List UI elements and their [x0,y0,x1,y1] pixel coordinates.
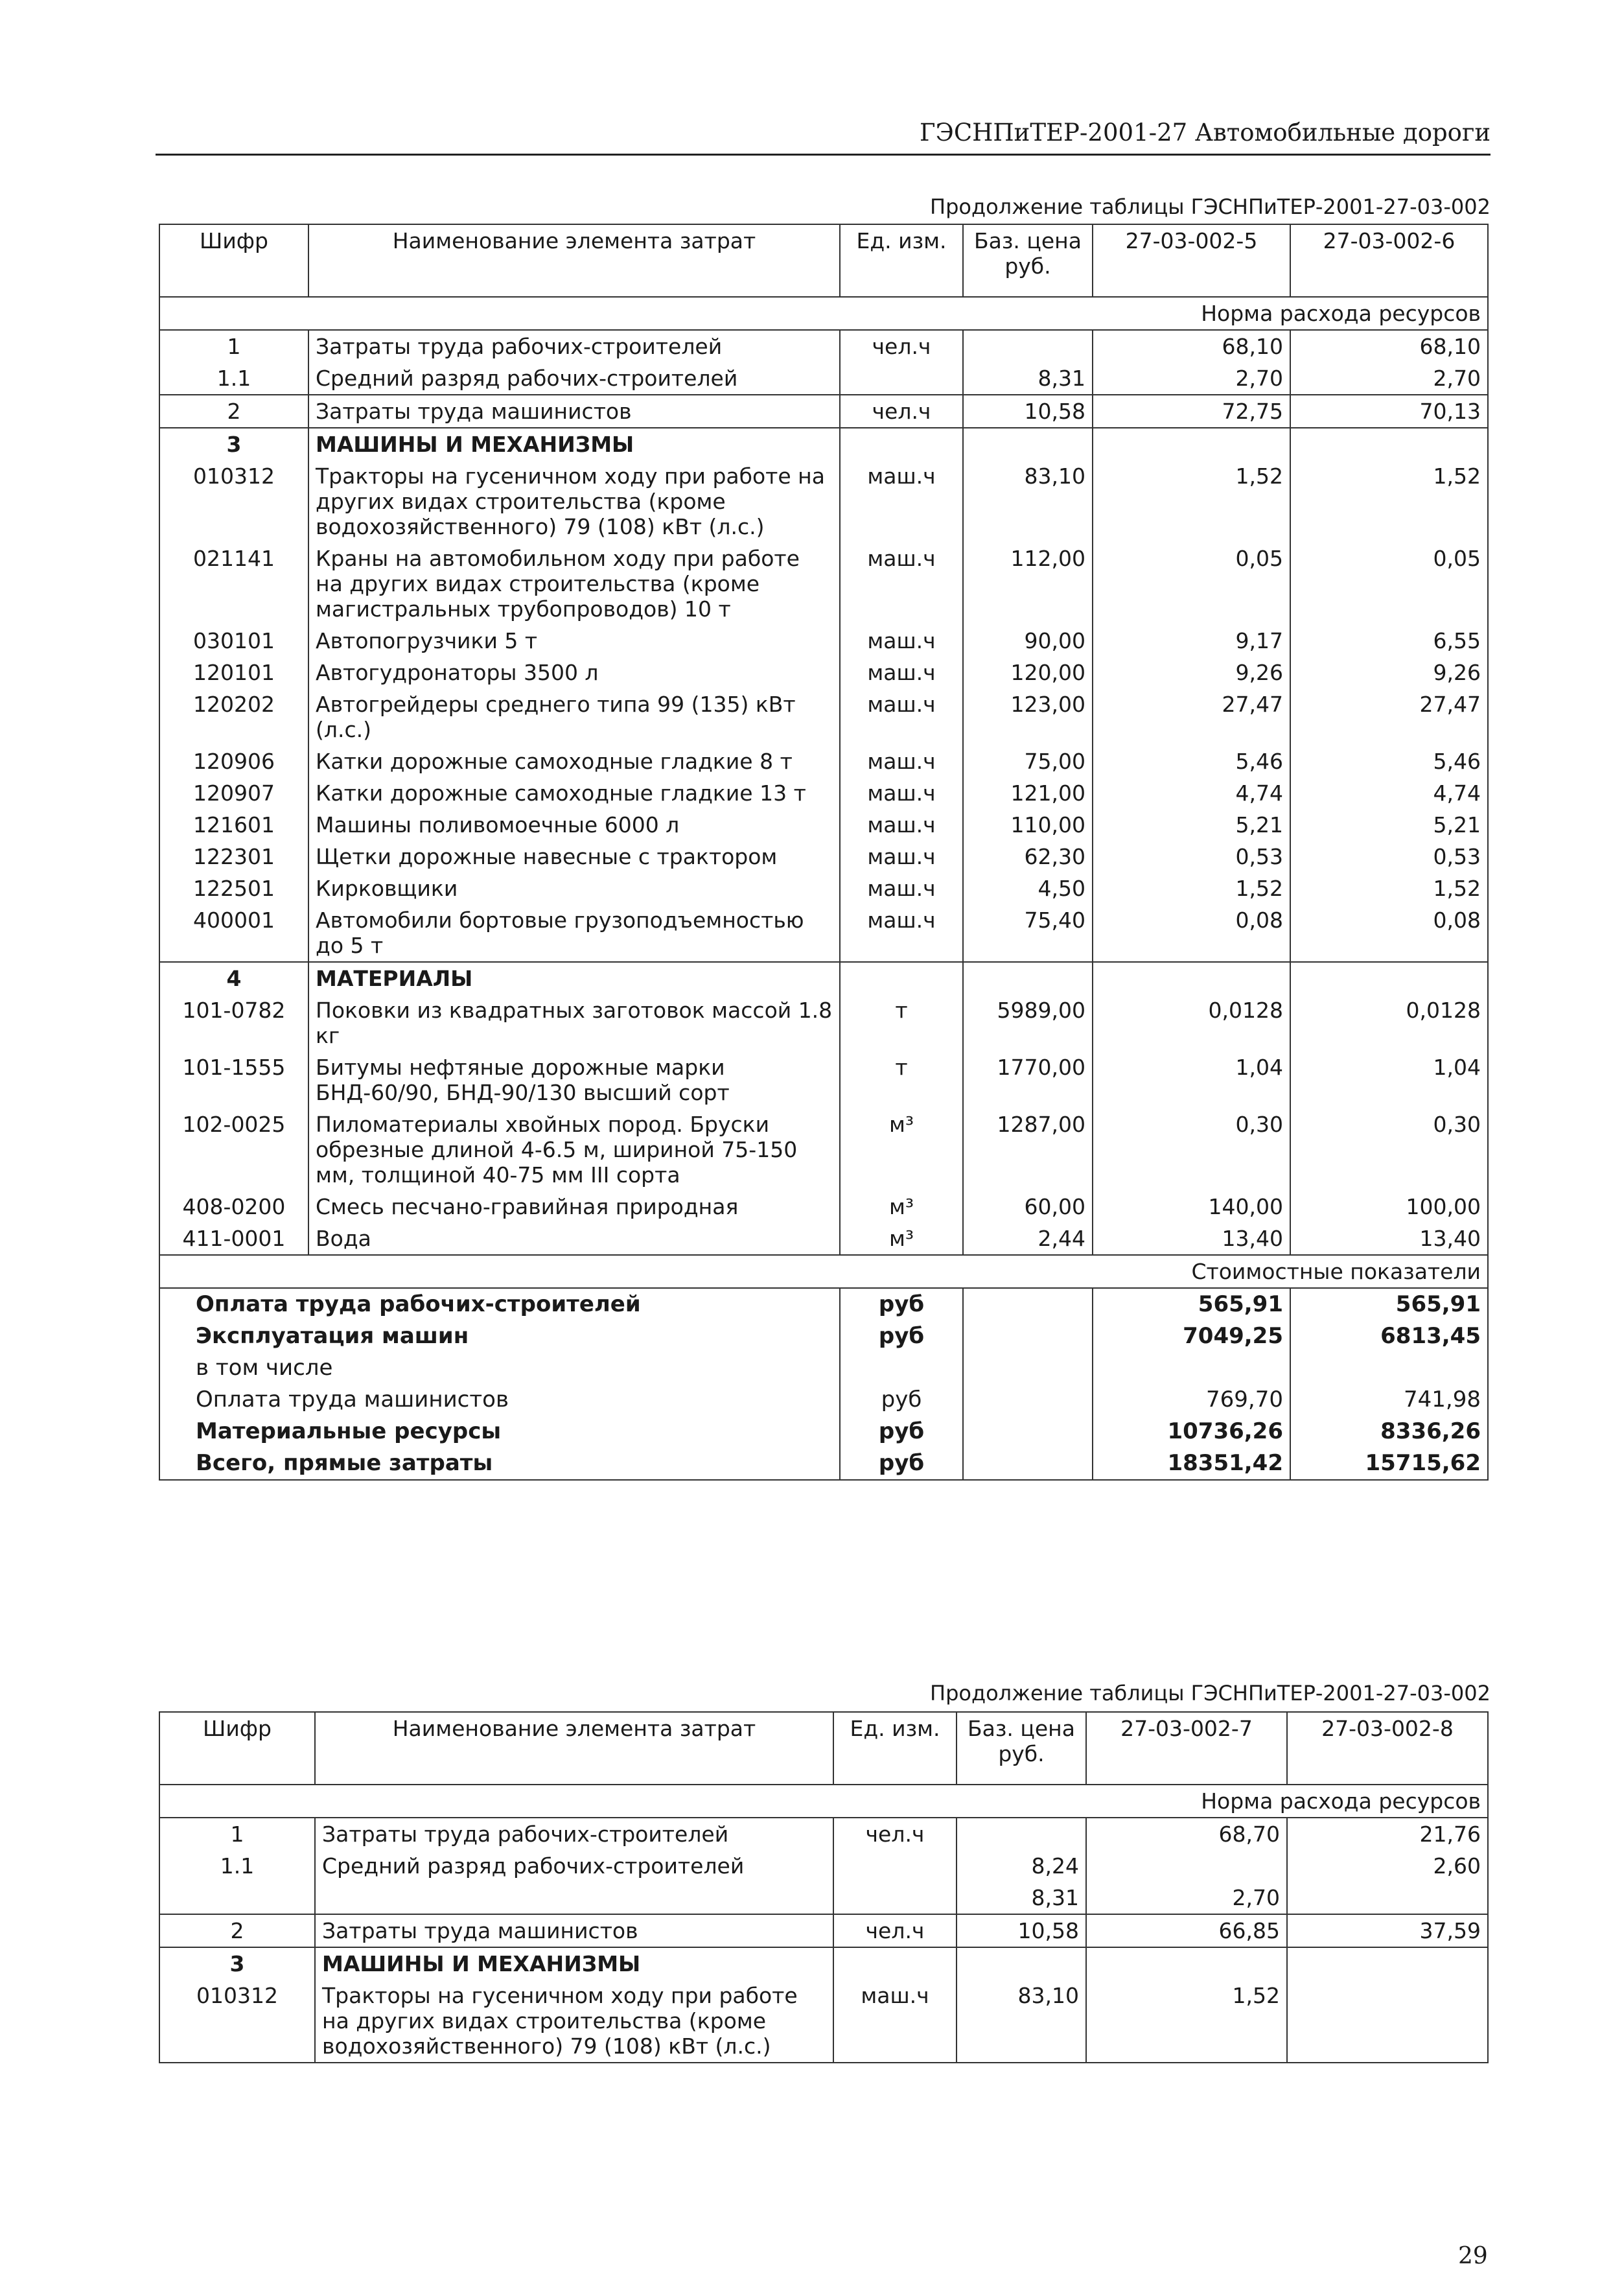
row-code: 400001 [193,908,275,933]
row-price: 110,00 [963,809,1093,841]
row-code: 411-0001 [182,1226,286,1251]
row-value-2: 1,52 [1290,460,1488,543]
resource-table-2 [159,1711,1489,2063]
row-price: 60,00 [963,1191,1093,1223]
row-price: 62,30 [963,841,1093,873]
row-code: 2 [159,1914,315,1947]
summary-value-2 [1290,1352,1488,1384]
row-name: Затраты труда машинистов [308,395,840,428]
summary-value-1 [1093,1352,1290,1384]
row-value-2: 0,30 [1290,1108,1488,1191]
row-value-2: 4,74 [1290,777,1488,809]
summary-value-1: 769,70 [1093,1384,1290,1416]
row-value-1: 1,52 [1093,873,1290,904]
col-code-header: Шифр [159,224,308,297]
summary-value-2: 741,98 [1290,1384,1488,1416]
row-price: 83,10 [957,1980,1086,2063]
row-name [315,1882,833,1914]
row-code: 120202 [193,692,275,717]
col-27-03-002-7-header: 27-03-002-7 [1086,1712,1287,1785]
row-price: 10,58 [963,395,1093,428]
row-name: Краны на автомобильном ходу при работе на других видах строительства (кроме магистральных трубопроводов) 10 т [308,543,840,625]
table1-header-row [159,224,1488,297]
summary-value-1: 565,91 [1093,1288,1290,1320]
row-code: 3 [159,1947,315,1980]
row-price: 75,40 [963,904,1093,962]
row-name: Катки дорожные самоходные гладкие 13 т [308,777,840,809]
summary-value-2: 565,91 [1290,1288,1488,1320]
row-value-1: 66,85 [1086,1914,1287,1947]
table-row [159,809,1488,841]
summary-row [159,1288,1488,1320]
row-code: 2 [159,395,308,428]
row-value-1: 72,75 [1093,395,1290,428]
table-row [159,657,1488,688]
row-unit: маш.ч [840,745,963,777]
row-value-2: 6,55 [1290,625,1488,657]
row-code: 122301 [193,844,275,869]
row-price: 123,00 [963,688,1093,745]
row-value-1: 0,05 [1093,543,1290,625]
row-name: Затраты труда рабочих-строителей [308,330,840,362]
row-unit: м³ [840,1223,963,1255]
row-price [963,428,1093,460]
row-value-1 [1086,1850,1287,1882]
row-name: Пиломатериалы хвойных пород. Бруски обрезные длиной 4-6.5 м, шириной 75-150 мм, толщиной 40-75 мм III сорта [308,1108,840,1191]
row-value-2: 1,04 [1290,1051,1488,1108]
summary-unit: руб [840,1288,963,1320]
row-name: Тракторы на гусеничном ходу при работе на других видах строительства (кроме водохозяйственного) 79 (108) кВт (л.с.) [308,460,840,543]
norm-label: Норма расхода ресурсов [159,1785,1488,1818]
row-code: 4 [159,962,308,994]
row-price: 120,00 [963,657,1093,688]
row-unit: маш.ч [840,777,963,809]
row-value-2: 0,08 [1290,904,1488,962]
col-27-03-002-6-header: 27-03-002-6 [1290,224,1488,297]
summary-price [963,1288,1093,1320]
row-value-1: 2,70 [1086,1882,1287,1914]
col-27-03-002-5-header: 27-03-002-5 [1093,224,1290,297]
row-value-1: 68,10 [1093,330,1290,362]
row-price [963,330,1093,362]
row-name: Машины поливомоечные 6000 л [308,809,840,841]
table-row [159,1191,1488,1223]
resource-table-1 [159,224,1489,1481]
row-value-2: 100,00 [1290,1191,1488,1223]
table2-header-row [159,1712,1488,1785]
row-value-2: 5,21 [1290,809,1488,841]
summary-price [963,1384,1093,1416]
table-row [159,1818,1488,1850]
row-name: Поковки из квадратных заготовок массой 1.8 кг [308,994,840,1051]
row-code: 010312 [193,463,275,489]
row-value-1: 1,52 [1093,460,1290,543]
row-value-1: 5,46 [1093,745,1290,777]
summary-unit: руб [840,1416,963,1447]
cost-label: Стоимостные показатели [159,1255,1488,1288]
row-value-2 [1287,1882,1488,1914]
summary-price [963,1416,1093,1447]
row-price: 2,44 [963,1223,1093,1255]
row-value-1: 9,26 [1093,657,1290,688]
row-name: Автогудронаторы 3500 л [308,657,840,688]
summary-value-1: 7049,25 [1093,1320,1290,1352]
table-row [159,904,1488,962]
row-unit: м³ [840,1108,963,1191]
table1-continuation: Продолжение таблицы ГЭСНПиТЕР-2001-27-03-002 [930,194,1491,219]
row-name: Щетки дорожные навесные с трактором [308,841,840,873]
summary-label: в том числе [196,1355,333,1381]
row-code: 021141 [193,546,275,571]
row-name: Тракторы на гусеничном ходу при работе на других видах строительства (кроме водохозяйственного) 79 (108) кВт (л.с.) [315,1980,833,2063]
row-unit: чел.ч [833,1914,957,1947]
row-value-2: 0,53 [1290,841,1488,873]
row-value-2: 37,59 [1287,1914,1488,1947]
row-value-2: 2,70 [1290,362,1488,395]
row-unit: маш.ч [840,543,963,625]
row-code: 030101 [193,628,275,653]
row-name: Катки дорожные самоходные гладкие 8 т [308,745,840,777]
summary-row [159,1416,1488,1447]
row-name: Автогрейдеры среднего типа 99 (135) кВт (л.с.) [308,688,840,745]
row-value-1: 5,21 [1093,809,1290,841]
row-code: 1.1 [216,366,251,391]
summary-unit: руб [840,1384,963,1416]
row-code: 1 [230,1822,244,1847]
summary-value-2: 15715,62 [1290,1447,1488,1480]
row-name: Автопогрузчики 5 т [308,625,840,657]
summary-price [963,1352,1093,1384]
row-code: 120101 [193,660,275,685]
row-price: 8,31 [963,362,1093,395]
row-value-1: 0,08 [1093,904,1290,962]
summary-price [963,1447,1093,1480]
row-value-2 [1287,1980,1488,2063]
summary-label: Оплата труда машинистов [196,1387,509,1412]
row-name: Затраты труда машинистов [315,1914,833,1947]
row-unit: м³ [840,1191,963,1223]
row-code: 1.1 [220,1853,255,1879]
row-price [957,1947,1086,1980]
row-price: 90,00 [963,625,1093,657]
row-value-1: 1,52 [1086,1980,1287,2063]
row-code: 122501 [193,876,275,901]
row-value-2: 2,60 [1287,1850,1488,1882]
table-row [159,1882,1488,1914]
summary-price [963,1320,1093,1352]
row-code: 101-0782 [182,998,286,1023]
row-price: 1770,00 [963,1051,1093,1108]
row-price: 10,58 [957,1914,1086,1947]
row-value-1: 0,30 [1093,1108,1290,1191]
table-row [159,1914,1488,1947]
table-row [159,362,1488,395]
table-row [159,543,1488,625]
row-code: 1 [227,334,241,359]
table-row [159,873,1488,904]
running-header: ГЭСНПиТЕР-2001-27 Автомобильные дороги [156,113,1491,156]
row-value-2: 13,40 [1290,1223,1488,1255]
col-27-03-002-8-header: 27-03-002-8 [1287,1712,1488,1785]
row-name: МАШИНЫ И МЕХАНИЗМЫ [308,428,840,460]
row-value-2: 68,10 [1290,330,1488,362]
row-name: МАТЕРИАЛЫ [308,962,840,994]
row-value-1: 27,47 [1093,688,1290,745]
col-name-header: Наименование элемента затрат [308,224,840,297]
row-unit [840,428,963,460]
summary-label: Эксплуатация машин [196,1323,469,1349]
cost-label-row [159,1255,1488,1288]
col-unit-header: Ед. изм. [840,224,963,297]
row-unit: т [840,1051,963,1108]
row-code: 408-0200 [182,1194,286,1219]
row-value-2: 70,13 [1290,395,1488,428]
row-value-2: 9,26 [1290,657,1488,688]
row-name: МАШИНЫ И МЕХАНИЗМЫ [315,1947,833,1980]
norm-label-row [159,297,1488,330]
row-price: 8,24 [957,1850,1086,1882]
row-price: 4,50 [963,873,1093,904]
table-row [159,1947,1488,1980]
table-row [159,1850,1488,1882]
row-price: 75,00 [963,745,1093,777]
table-row [159,330,1488,362]
row-name: Битумы нефтяные дорожные марки БНД-60/90, БНД-90/130 высший сорт [308,1051,840,1108]
row-code [159,1882,315,1914]
row-name: Вода [308,1223,840,1255]
row-value-1: 1,04 [1093,1051,1290,1108]
norm-label: Норма расхода ресурсов [159,297,1488,330]
row-unit: маш.ч [840,460,963,543]
row-value-1 [1093,962,1290,994]
summary-row [159,1447,1488,1480]
summary-value-2: 8336,26 [1290,1416,1488,1447]
row-unit: чел.ч [840,330,963,362]
row-code: 101-1555 [182,1055,286,1080]
table-row [159,745,1488,777]
summary-value-2: 6813,45 [1290,1320,1488,1352]
row-unit: маш.ч [840,904,963,962]
row-price: 1287,00 [963,1108,1093,1191]
row-unit: т [840,994,963,1051]
row-value-1 [1093,428,1290,460]
row-unit: маш.ч [840,841,963,873]
table-row [159,962,1488,994]
summary-row [159,1320,1488,1352]
col-price-header: Баз. цена руб. [963,224,1093,297]
row-unit: чел.ч [833,1818,957,1850]
summary-unit: руб [840,1447,963,1480]
row-unit [833,1947,957,1980]
summary-row [159,1352,1488,1384]
row-code: 3 [159,428,308,460]
summary-unit: руб [840,1320,963,1352]
row-unit [833,1882,957,1914]
row-unit: маш.ч [840,657,963,688]
row-value-1: 2,70 [1093,362,1290,395]
row-value-1: 0,53 [1093,841,1290,873]
row-value-1: 4,74 [1093,777,1290,809]
row-price: 83,10 [963,460,1093,543]
row-name: Средний разряд рабочих-строителей [308,362,840,395]
col-name-header: Наименование элемента затрат [315,1712,833,1785]
row-unit: чел.ч [840,395,963,428]
row-unit [840,362,963,395]
row-value-2: 27,47 [1290,688,1488,745]
col-unit-header: Ед. изм. [833,1712,957,1785]
table-row [159,1980,1488,2063]
norm-label-row [159,1785,1488,1818]
row-value-2 [1290,428,1488,460]
row-unit: маш.ч [840,625,963,657]
table-row [159,994,1488,1051]
summary-label: Материальные ресурсы [196,1418,502,1444]
table-row [159,688,1488,745]
row-code: 120906 [193,749,275,774]
summary-unit [840,1352,963,1384]
row-value-1: 13,40 [1093,1223,1290,1255]
table-row [159,1108,1488,1191]
row-value-1: 9,17 [1093,625,1290,657]
row-value-2 [1287,1947,1488,1980]
table-row [159,1223,1488,1255]
row-code: 120907 [193,780,275,806]
row-price: 5989,00 [963,994,1093,1051]
row-value-2: 0,05 [1290,543,1488,625]
table-row [159,625,1488,657]
col-price-header: Баз. цена руб. [957,1712,1086,1785]
row-price: 121,00 [963,777,1093,809]
table-row [159,841,1488,873]
row-unit: маш.ч [840,809,963,841]
table2-continuation: Продолжение таблицы ГЭСНПиТЕР-2001-27-03-002 [930,1681,1491,1705]
table-row [159,777,1488,809]
summary-value-1: 10736,26 [1093,1416,1290,1447]
row-value-2: 0,0128 [1290,994,1488,1051]
row-value-2: 1,52 [1290,873,1488,904]
row-code: 121601 [193,812,275,838]
row-name: Смесь песчано-гравийная природная [308,1191,840,1223]
row-value-1 [1086,1947,1287,1980]
summary-label: Оплата труда рабочих-строителей [196,1291,641,1317]
table-row [159,1051,1488,1108]
row-price [957,1818,1086,1850]
row-value-1: 68,70 [1086,1818,1287,1850]
table-row [159,428,1488,460]
col-code-header: Шифр [159,1712,315,1785]
row-price [963,962,1093,994]
row-value-1: 140,00 [1093,1191,1290,1223]
row-code: 102-0025 [182,1112,286,1137]
summary-value-1: 18351,42 [1093,1447,1290,1480]
row-unit [840,962,963,994]
row-name: Затраты труда рабочих-строителей [315,1818,833,1850]
row-unit [833,1850,957,1882]
row-value-2: 5,46 [1290,745,1488,777]
row-unit: маш.ч [840,688,963,745]
row-name: Кирковщики [308,873,840,904]
summary-row [159,1384,1488,1416]
summary-label: Всего, прямые затраты [196,1450,493,1476]
row-value-2 [1290,962,1488,994]
row-name: Автомобили бортовые грузоподъемностью до 5 т [308,904,840,962]
row-price: 112,00 [963,543,1093,625]
row-unit: маш.ч [833,1980,957,2063]
row-code: 010312 [196,1983,278,2008]
row-value-2: 21,76 [1287,1818,1488,1850]
row-price: 8,31 [957,1882,1086,1914]
table-row [159,395,1488,428]
row-name: Средний разряд рабочих-строителей [315,1850,833,1882]
row-value-1: 0,0128 [1093,994,1290,1051]
page-number: 29 [1458,2243,1488,2269]
row-unit: маш.ч [840,873,963,904]
table-row [159,460,1488,543]
